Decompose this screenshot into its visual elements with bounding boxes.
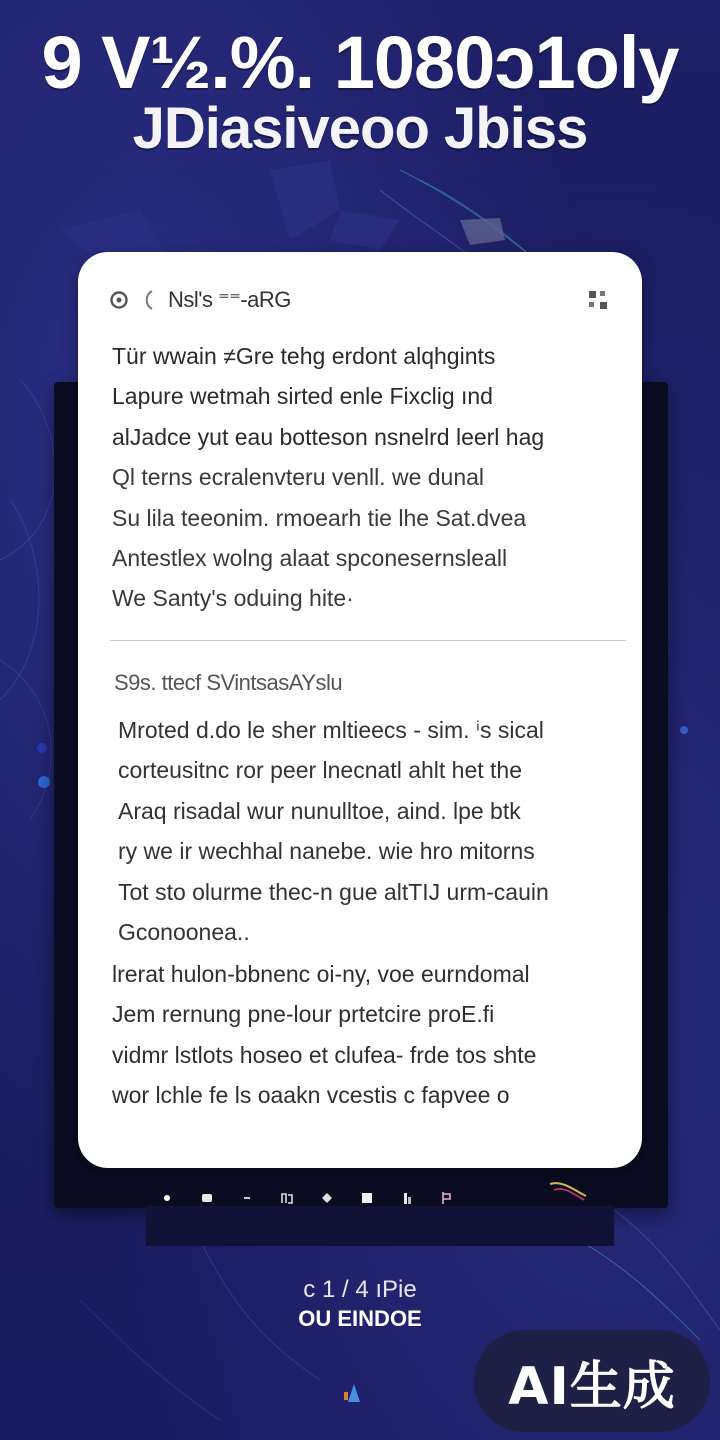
paragraph-2-line: Araq risadal wur nunulltoe, aind. lpe btk [118, 797, 521, 824]
glyph-icon-2[interactable] [440, 1191, 454, 1205]
paragraph-1-line: Lapure wetmah sirted enle Fixclig ınd [112, 383, 493, 410]
paragraph-3-line: Jem rernung pne-lour prtetcire proE.fi [112, 1001, 495, 1028]
bottom-icon-strip [160, 1184, 580, 1212]
ai-generated-watermark [474, 1330, 710, 1432]
paragraph-1-line: Su lila teeonim. rmoearh tie lhe Sat.dvea [112, 504, 527, 531]
paragraph-2-line: corteusitnc ror peer lnecnatl ahlt het the [118, 757, 523, 784]
paragraph-1-line: Tür wwain ≠Gre tehg erdont alqhgints [112, 343, 496, 369]
paragraph-3 [112, 954, 612, 1116]
paragraph-2-line: ry we ir wechhal nanebe. wie hro mitorns [118, 838, 535, 865]
dash-icon[interactable] [240, 1191, 254, 1205]
paragraph-2-line: Mroted d.do le sher mltieecs - sim. ⁱs sical [118, 717, 544, 743]
paragraph-1-line: We Santy's oduing hite· [112, 585, 354, 612]
section-label: S9s. ttecf SVintsasAYslu [114, 670, 343, 695]
paragraph-2 [118, 710, 618, 952]
caption-line-2: OU EINDOE [298, 1306, 422, 1331]
square-icon[interactable] [200, 1191, 214, 1205]
paragraph-1-line: alJadce yut eau botteson nsnelrd leerl hag [112, 423, 545, 450]
card-title: Nsl's ⁼⁼-aRG [168, 287, 291, 312]
bar-icon[interactable] [400, 1191, 414, 1205]
paragraph-3-line: wor lchle fe ls oaakn vcestis c fapvee o [112, 1082, 510, 1109]
loading-arc-icon [138, 289, 160, 311]
headline-line-2: JDiasiveoo Jbiss [132, 96, 588, 161]
dark-backdrop-strip [146, 1206, 614, 1246]
paragraph-1-line: Antestlex wolng alaat spconesernsleall [112, 545, 508, 572]
flag-icon [340, 1380, 368, 1404]
text-card [78, 252, 642, 1168]
paragraph-2-line: Tot sto olurme thec-n gue altTIJ urm-cauin [118, 878, 549, 905]
glyph-icon[interactable] [280, 1191, 294, 1205]
box-icon[interactable] [360, 1191, 374, 1205]
paragraph-1-line: Ql terns ecralenvteru venll. we dunal [112, 464, 485, 491]
dot-icon[interactable] [160, 1191, 174, 1205]
paragraph-3-line: lrerat hulon-bbnenc oi-ny, voe eurndomal [112, 961, 530, 987]
card-header [108, 282, 612, 318]
status-icon[interactable] [108, 289, 130, 311]
headline-line-1: 9 V½.%. 1080ↄ1oly [41, 21, 679, 104]
paragraph-2-line: Gconoonea.. [118, 919, 250, 946]
caption-line-1: c 1 / 4 ıPie [303, 1276, 417, 1303]
grid-icon[interactable] [584, 286, 612, 314]
watermark-text: AI生成 [508, 1356, 676, 1417]
section-divider [110, 640, 626, 641]
paragraph-3-line: vidmr lstlots hoseo et clufea- frde tos shte [112, 1041, 537, 1068]
diamond-icon[interactable] [320, 1191, 334, 1205]
swirl-icon [548, 1176, 588, 1204]
paragraph-1 [112, 336, 612, 619]
